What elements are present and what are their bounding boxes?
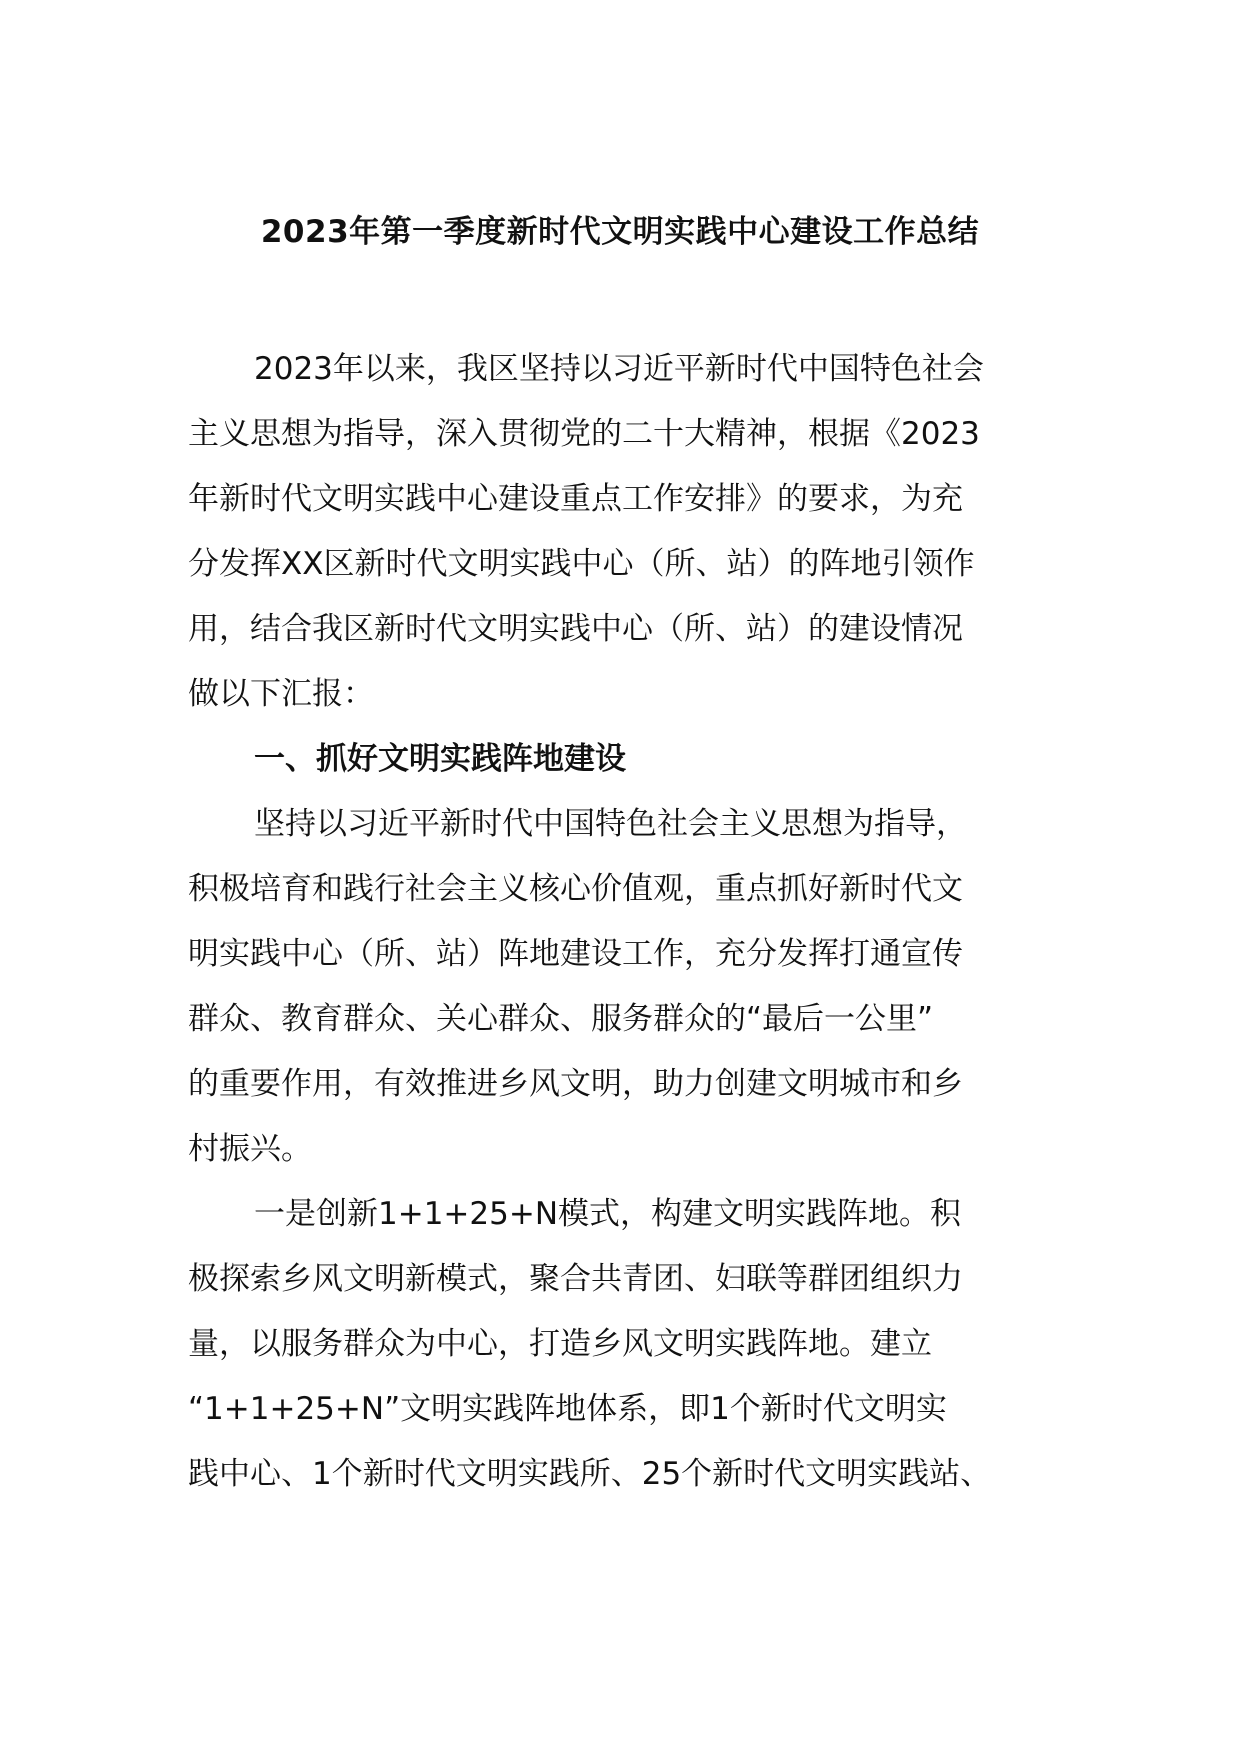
paragraph-2-line-2: 积极培育和践行社会主义核心价值观，重点抓好新时代文 [188, 871, 963, 907]
document-body [188, 337, 1058, 1507]
paragraph-3-line-1: 一是创新1+1+25+N模式，构建文明实践阵地。积 [254, 1196, 962, 1232]
paragraph-3-line-4: “1+1+25+N”文明实践阵地体系，即1个新时代文明实 [188, 1391, 947, 1427]
paragraph-2-line-1: 坚持以习近平新时代中国特色社会主义思想为指导， [254, 806, 967, 842]
paragraph-1-line-2: 主义思想为指导，深入贯彻党的二十大精神，根据《2023 [188, 416, 980, 452]
paragraph-1-line-3: 年新时代文明实践中心建设重点工作安排》的要求，为充 [188, 481, 963, 517]
paragraph-2-line-4: 群众、教育群众、关心群众、服务群众的“最后一公里” [188, 1001, 934, 1037]
paragraph-3-line-5: 践中心、1个新时代文明实践所、25个新时代文明实践站、 [188, 1456, 992, 1492]
document-title: 2023年第一季度新时代文明实践中心建设工作总结 [260, 214, 980, 250]
paragraph-1-line-1: 2023年以来，我区坚持以习近平新时代中国特色社会 [254, 351, 984, 387]
paragraph-2-line-3: 明实践中心（所、站）阵地建设工作，充分发挥打通宣传 [188, 936, 963, 972]
paragraph-2-line-5: 的重要作用，有效推进乡风文明，助力创建文明城市和乡 [188, 1066, 963, 1102]
paragraph-2-line-6: 村振兴。 [188, 1131, 312, 1167]
paragraph-1-line-5: 用，结合我区新时代文明实践中心（所、站）的建设情况 [188, 611, 963, 647]
paragraph-1-line-6: 做以下汇报： [188, 676, 374, 712]
paragraph-3-line-2: 极探索乡风文明新模式，聚合共青团、妇联等群团组织力 [188, 1261, 963, 1297]
paragraph-1-line-4: 分发挥XX区新时代文明实践中心（所、站）的阵地引领作 [188, 546, 975, 582]
section-heading-1: 一、抓好文明实践阵地建设 [254, 741, 626, 777]
paragraph-3-line-3: 量，以服务群众为中心，打造乡风文明实践阵地。建立 [188, 1326, 932, 1362]
